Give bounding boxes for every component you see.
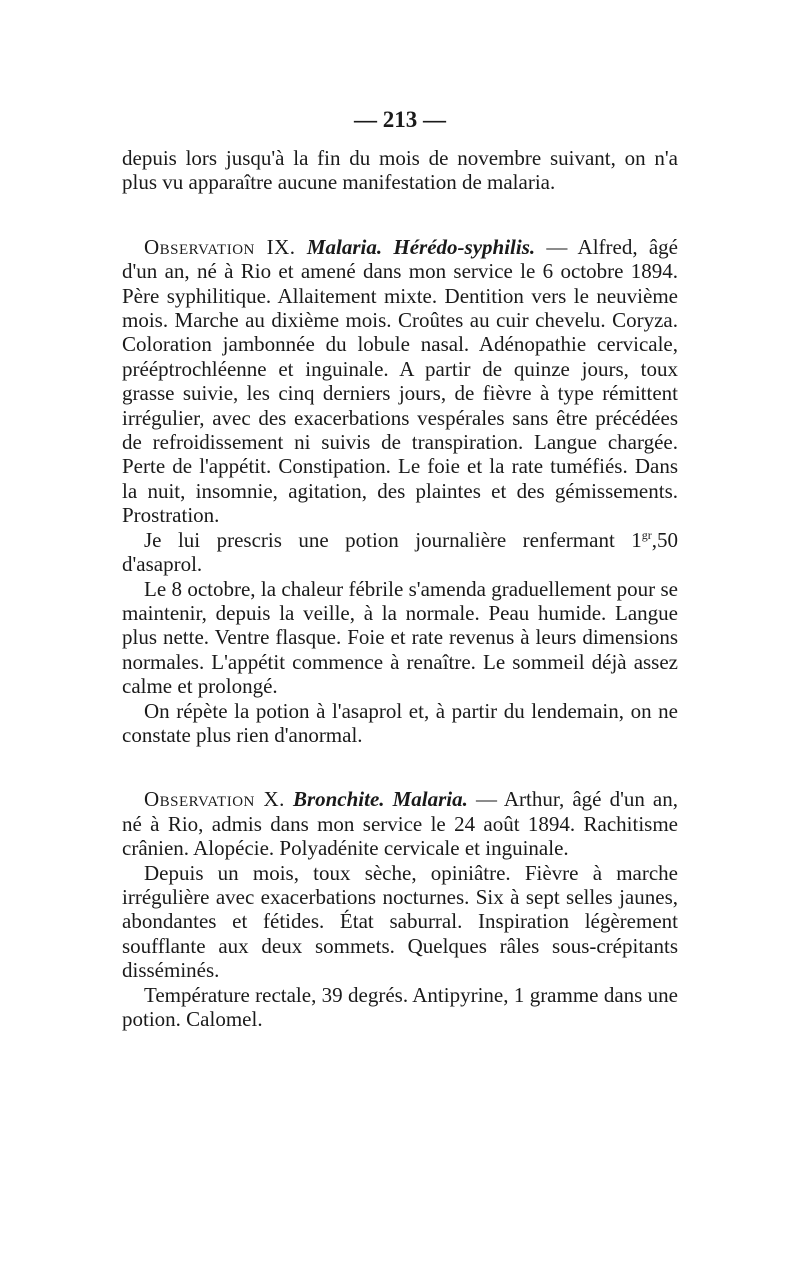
- observation-10-title: Bronchite. Malaria.: [292, 787, 468, 812]
- observation-9-title: Malaria. Hérédo-syphilis.: [306, 234, 536, 259]
- intro-paragraph: depuis lors jusqu'à la fin du mois de novembre suivant, on n'a plus vu apparaître aucune manifestation de malaria.: [122, 146, 678, 195]
- observation-10-paragraph-2: Depuis un mois, toux sèche, opiniâtre. Fièvre à marche irrégulière avec exacerbations nocturnes. Six à sept selles jaunes, abondantes et fétides. État saburral. Inspiration légèrement soufflante aux deux sommets. Quelques râles sous-crépitants disséminés.: [122, 860, 678, 983]
- observation-10-body: — Arthur, âgé d'un an, né à Rio, admis dans mon service le 24 août 1894. Rachitisme crânien. Alopécie. Polyadénite cervicale et inguinale.: [122, 787, 678, 861]
- observation-10-paragraph-3: Température rectale, 39 degrés. Antipyrine, 1 gramme dans une potion. Calomel.: [122, 982, 678, 1031]
- observation-10-label: Observation X.: [144, 787, 285, 812]
- observation-9-paragraph-4: On répète la potion à l'asaprol et, à partir du lendemain, on ne constate plus rien d'anormal.: [122, 698, 678, 747]
- document-page: [122, 108, 678, 1031]
- page-number: — 213 —: [354, 107, 446, 132]
- observation-9-paragraph-2: [122, 528, 678, 577]
- observation-9-p2-before: Je lui prescris une potion journalière renfermant 1: [144, 527, 642, 552]
- observation-9: [122, 235, 678, 748]
- observation-9-p2-unit: gr: [641, 527, 652, 542]
- observation-10-paragraph-1: [122, 787, 678, 860]
- observation-10: [122, 787, 678, 1031]
- observation-9-body: — Alfred, âgé d'un an, né à Rio et amené dans mon service le 6 octobre 1894. Père syphilitique. Allaitement mixte. Dentition vers le neuvième mois. Marche au dixième mois. Croûtes au cuir chevelu. Coryza. Coloration jambonnée du lobule nasal. Adénopathie cervicale, prééptrochléenne et inguinale. A partir de quinze jours, toux grasse suivie, les cinq derniers jours, de fièvre à type rémittent irrégulier, avec des exacerbations vespérales sans être précédées de refroidissement ni suivis de transpiration. Langue chargée. Perte de l'appétit. Constipation. Le foie et la rate tuméfiés. Dans la nuit, insomnie, agitation, des plaintes et des gémissements. Prostration.: [122, 234, 678, 528]
- observation-9-paragraph-3: Le 8 octobre, la chaleur fébrile s'amenda graduellement pour se maintenir, depuis la veille, à la normale. Peau humide. Langue plus nette. Ventre flasque. Foie et rate revenus à leurs dimensions normales. L'appétit commence à renaître. Le sommeil déjà assez calme et prolongé.: [122, 576, 678, 699]
- observation-9-paragraph-1: [122, 235, 678, 528]
- observation-9-label: Observation IX.: [144, 234, 296, 259]
- observation-9-p2-after: ,50 d'asaprol.: [122, 527, 678, 577]
